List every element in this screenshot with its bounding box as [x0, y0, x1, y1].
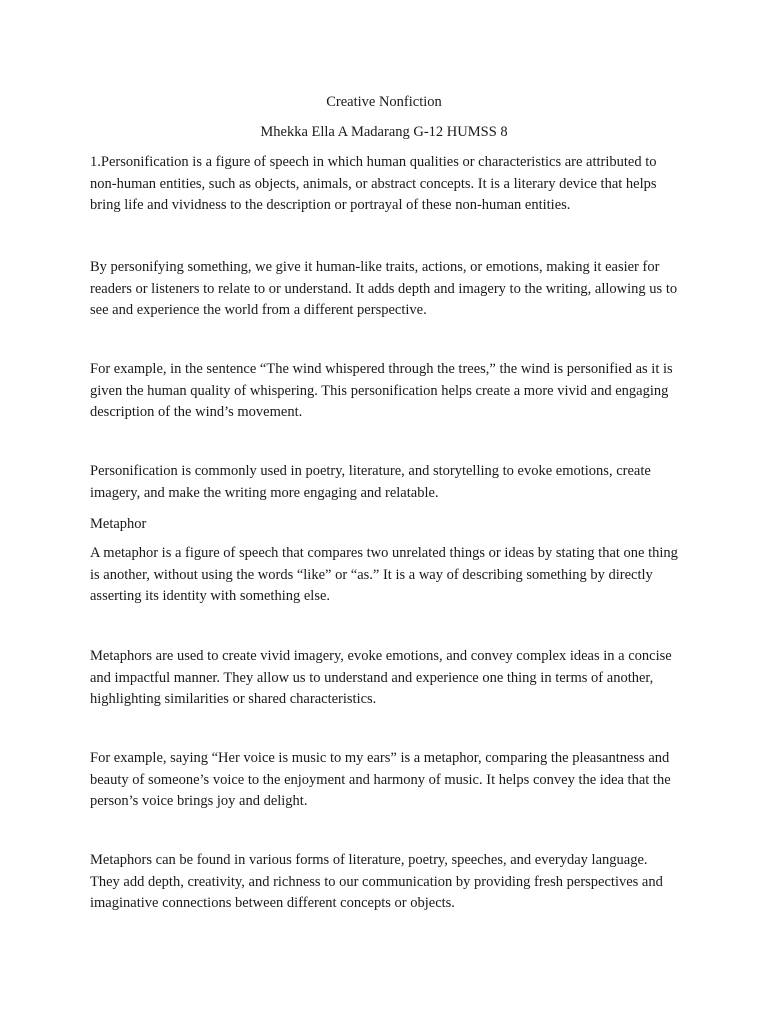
- metaphor-heading: Metaphor: [90, 516, 147, 532]
- metaphor-effect-paragraph: Metaphors are used to create vivid imagery, evoke emotions, and convey complex ideas in a concise and impactful manner. They allow us to understand and experience one thing in terms of another, highlighting similarities or shared characteristics.: [90, 648, 672, 707]
- personification-effect-paragraph: By personifying something, we give it human-like traits, actions, or emotions, making it easier for readers or listeners to relate to or understand. It adds depth and imagery to the writing, allowing us to see and experience the world from a different perspective.: [90, 259, 678, 318]
- personification-usage-paragraph: Personification is commonly used in poetry, literature, and storytelling to evoke emotions, create imagery, and make the writing more engaging and relatable.: [90, 463, 651, 501]
- author-line: Mhekka Ella A Madarang G-12 HUMSS 8: [260, 124, 508, 140]
- personification-definition-paragraph: 1.Personification is a figure of speech in which human qualities or characteristics are attributed to non-human entities, such as objects, animals, or abstract concepts. It is a literary device that helps bring life and vividness to the description or portrayal of these non-human entities.: [90, 154, 657, 213]
- metaphor-example-paragraph: For example, saying “Her voice is music to my ears” is a metaphor, comparing the pleasantness and beauty of someone’s voice to the enjoyment and harmony of music. It helps convey the idea that the person’s voice brings joy and delight.: [90, 750, 671, 809]
- metaphor-definition-paragraph: A metaphor is a figure of speech that compares two unrelated things or ideas by stating that one thing is another, without using the words “like” or “as.” It is a way of describing something by directly asserting its identity with something else.: [90, 545, 678, 604]
- document-title: Creative Nonfiction: [326, 94, 442, 110]
- personification-example-paragraph: For example, in the sentence “The wind whispered through the trees,” the wind is personified as it is given the human quality of whispering. This personification helps create a more vivid and engaging description of the wind’s movement.: [90, 361, 673, 420]
- metaphor-usage-paragraph: Metaphors can be found in various forms of literature, poetry, speeches, and everyday language. They add depth, creativity, and richness to our communication by providing fresh perspectives and imaginative connections between different concepts or objects.: [90, 852, 663, 911]
